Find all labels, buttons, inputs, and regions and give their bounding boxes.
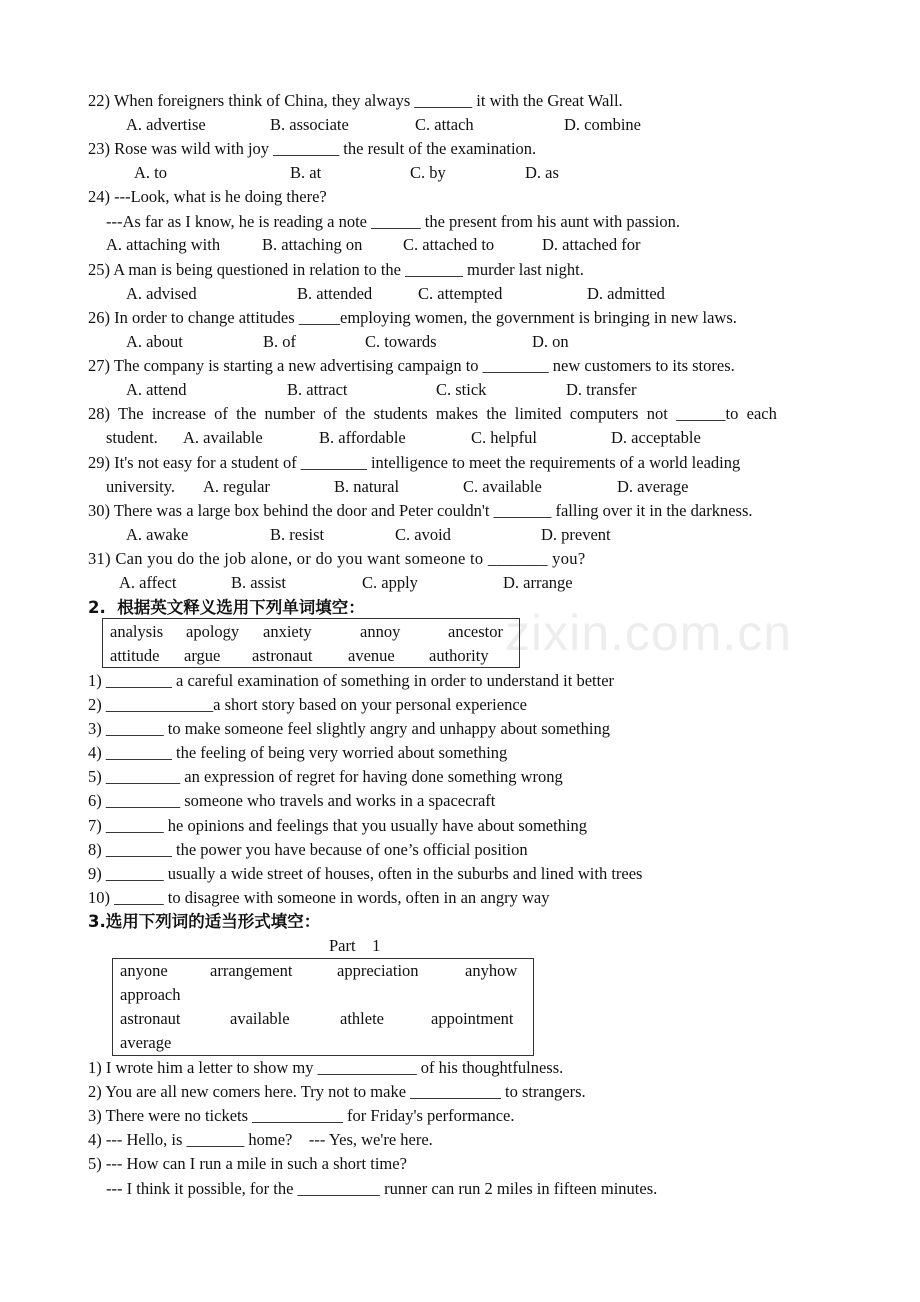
- definition-item: 1) ________ a careful examination of something in order to understand it better: [88, 671, 615, 690]
- option: D. as: [525, 163, 559, 182]
- word: anxiety: [263, 622, 312, 641]
- word: available: [230, 1009, 290, 1028]
- option: D. prevent: [541, 525, 611, 544]
- option: B. attaching on: [262, 235, 363, 254]
- option: A. available: [183, 428, 263, 447]
- option: D. admitted: [587, 284, 665, 303]
- question-28-stem: 28) The increase of the number of the students makes the limited computers not ______to each: [88, 404, 777, 423]
- definition-item: 5) _________ an expression of regret for having done something wrong: [88, 767, 563, 786]
- option: A. advertise: [126, 115, 206, 134]
- definition-item: 7) _______ he opinions and feelings that you usually have about something: [88, 816, 588, 835]
- definition-item: 3) _______ to make someone feel slightly angry and unhappy about something: [88, 719, 610, 738]
- word: argue: [184, 646, 221, 665]
- watermark: zixin.com.cn: [505, 605, 793, 661]
- option: B. associate: [270, 115, 349, 134]
- section-2-title: 2. 根据英文释义选用下列单词填空：: [88, 598, 365, 617]
- word: astronaut: [120, 1009, 181, 1028]
- word: arrangement: [210, 961, 293, 980]
- option: A. to: [134, 163, 167, 182]
- option: C. helpful: [471, 428, 537, 447]
- word: approach: [120, 985, 181, 1004]
- definition-item: 4) ________ the feeling of being very worried about something: [88, 743, 508, 762]
- definition-item: 10) ______ to disagree with someone in words, often in an angry way: [88, 888, 550, 907]
- definition-item: 2) _____________a short story based on your personal experience: [88, 695, 527, 714]
- option: A. regular: [203, 477, 270, 496]
- option: C. apply: [362, 573, 418, 592]
- option: A. affect: [119, 573, 177, 592]
- section-3-title: 3.选用下列词的适当形式填空：: [88, 912, 321, 931]
- option: C. avoid: [395, 525, 451, 544]
- option: C. attach: [415, 115, 474, 134]
- word: anyone: [120, 961, 168, 980]
- question-25-stem: 25) A man is being questioned in relation to the _______ murder last night.: [88, 260, 584, 279]
- word: attitude: [110, 646, 160, 665]
- option: D. arrange: [503, 573, 573, 592]
- option: C. attached to: [403, 235, 495, 254]
- option: A. about: [126, 332, 183, 351]
- fill-item: 1) I wrote him a letter to show my ____________ of his thoughtfulness.: [88, 1058, 564, 1077]
- question-24-stem: 24) ---Look, what is he doing there?: [88, 187, 327, 206]
- option: B. assist: [231, 573, 287, 592]
- word: athlete: [340, 1009, 384, 1028]
- option: D. average: [617, 477, 689, 496]
- question-23-stem: 23) Rose was wild with joy ________ the result of the examination.: [88, 139, 537, 158]
- option: C. stick: [436, 380, 487, 399]
- word: ancestor: [448, 622, 503, 641]
- word: apology: [186, 622, 240, 641]
- fill-item: 5) --- How can I run a mile in such a short time?: [88, 1154, 407, 1173]
- option: A. attaching with: [106, 235, 221, 254]
- question-27-stem: 27) The company is starting a new advertising campaign to ________ new customers to its stores.: [88, 356, 735, 375]
- option: C. attempted: [418, 284, 503, 303]
- option: B. natural: [334, 477, 400, 496]
- option: C. towards: [365, 332, 437, 351]
- option: A. awake: [126, 525, 189, 544]
- question-26-stem: 26) In order to change attitudes _____employing women, the government is bringing in new laws.: [88, 308, 737, 327]
- fill-item: 3) There were no tickets ___________ for Friday's performance.: [88, 1106, 515, 1125]
- question-22-stem: 22) When foreigners think of China, they always _______ it with the Great Wall.: [88, 91, 623, 110]
- definition-item: 6) _________ someone who travels and works in a spacecraft: [88, 791, 496, 810]
- question-29-stem: 29) It's not easy for a student of ________ intelligence to meet the requirements of a world leading: [88, 453, 741, 472]
- question-29-continuation: university.: [106, 477, 176, 496]
- word: average: [120, 1033, 172, 1052]
- word: astronaut: [252, 646, 313, 665]
- option: D. acceptable: [611, 428, 701, 447]
- option: D. attached for: [542, 235, 641, 254]
- question-28-continuation: student.: [106, 428, 158, 447]
- question-30-stem: 30) There was a large box behind the door and Peter couldn't _______ falling over it in the darkness.: [88, 501, 753, 520]
- option: A. attend: [126, 380, 187, 399]
- word: appointment: [431, 1009, 514, 1028]
- option: C. by: [410, 163, 446, 182]
- option: B. resist: [270, 525, 325, 544]
- fill-item: --- I think it possible, for the __________ runner can run 2 miles in fifteen minutes.: [106, 1179, 658, 1198]
- fill-item: 2) You are all new comers here. Try not to make ___________ to strangers.: [88, 1082, 586, 1101]
- option: A. advised: [126, 284, 197, 303]
- definition-item: 9) _______ usually a wide street of houses, often in the suburbs and lined with trees: [88, 864, 643, 883]
- option: D. transfer: [566, 380, 637, 399]
- fill-item: 4) --- Hello, is _______ home? --- Yes, we're here.: [88, 1130, 433, 1149]
- word: authority: [429, 646, 489, 665]
- part-label: Part 1: [329, 936, 381, 955]
- option: D. combine: [564, 115, 641, 134]
- option: D. on: [532, 332, 569, 351]
- question-24-stem-2: ---As far as I know, he is reading a note ______ the present from his aunt with passion.: [106, 212, 681, 231]
- option: B. affordable: [319, 428, 406, 447]
- word: anyhow: [465, 961, 518, 980]
- option: B. at: [290, 163, 322, 182]
- definition-item: 8) ________ the power you have because of one’s official position: [88, 840, 528, 859]
- word: avenue: [348, 646, 395, 665]
- option: B. attended: [297, 284, 373, 303]
- option: B. attract: [287, 380, 348, 399]
- word: appreciation: [337, 961, 419, 980]
- word: annoy: [360, 622, 401, 641]
- option: B. of: [263, 332, 296, 351]
- word: analysis: [110, 622, 164, 641]
- option: C. available: [463, 477, 542, 496]
- question-31-stem: 31) Can you do the job alone, or do you want someone to _______ you?: [88, 549, 586, 568]
